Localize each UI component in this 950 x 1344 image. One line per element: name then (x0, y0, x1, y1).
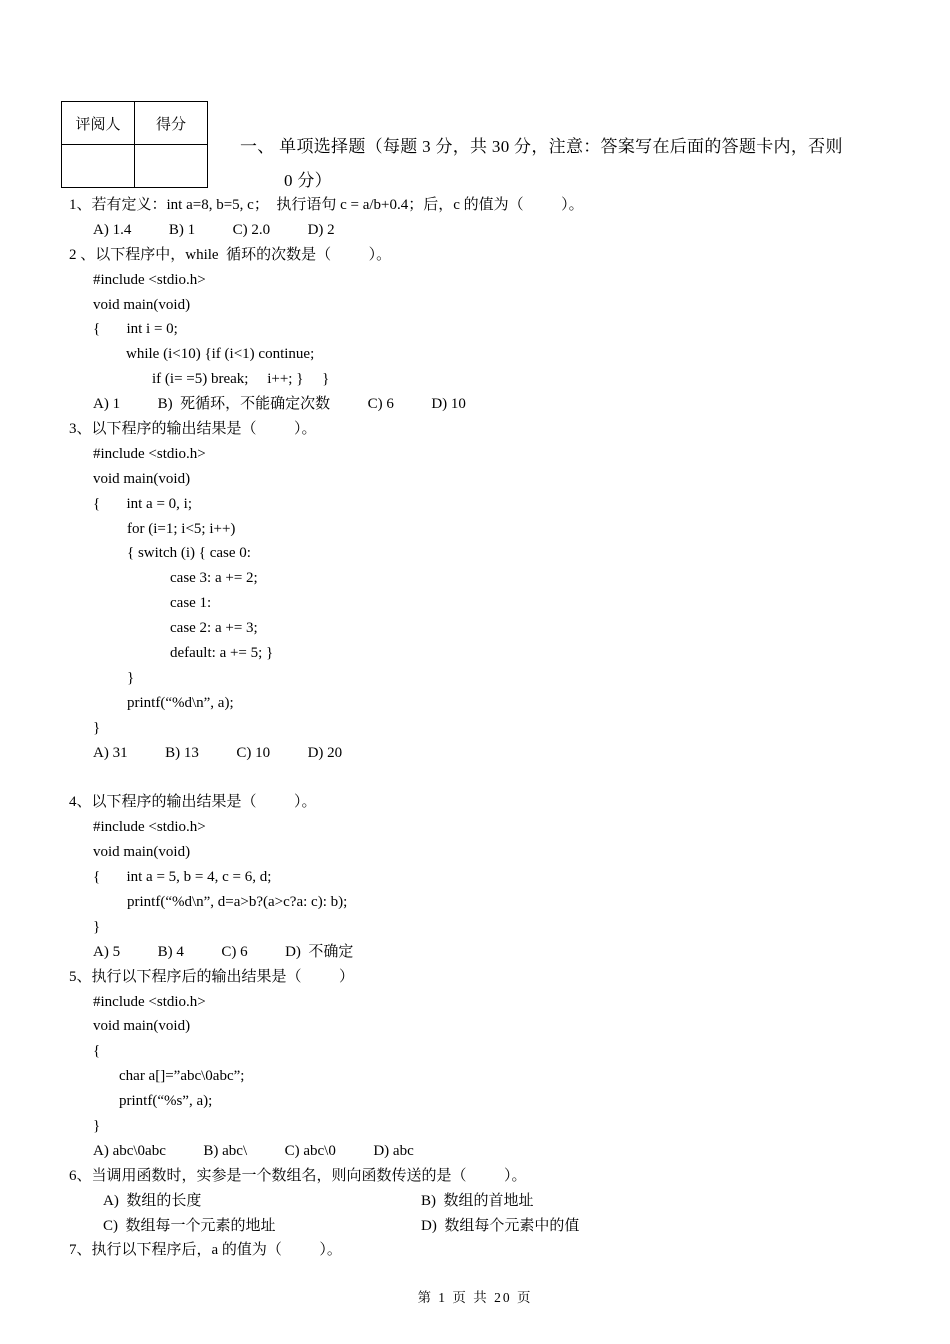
question-line (0, 541, 950, 566)
question-line (0, 1238, 950, 1263)
line-text: } (93, 1117, 101, 1134)
line-text: char a[]=”abc\0abc”; (119, 1068, 245, 1085)
line-text: } (93, 918, 101, 935)
question-line (0, 218, 950, 243)
line-text: } (93, 719, 101, 736)
line-text: void main(void) (93, 470, 191, 487)
question-line (0, 467, 950, 492)
line-text: A) 5 B) 4 C) 6 D) 不确定 (93, 943, 354, 960)
line-text: 4、以下程序的输出结果是（ ）。 (69, 794, 317, 811)
question-line (0, 666, 950, 691)
score-header: 得分 (135, 102, 208, 145)
line-text: { int i = 0; (93, 321, 178, 338)
question-line (0, 815, 950, 840)
line-text: A) 数组的长度 (103, 1192, 202, 1209)
question-line (0, 442, 950, 467)
line-text: case 2: a += 3; (170, 620, 258, 637)
question-line (0, 865, 950, 890)
line-text: { int a = 5, b = 4, c = 6, d; (93, 869, 272, 886)
reviewer-header: 评阅人 (62, 102, 135, 145)
question-line (0, 317, 950, 342)
question-line (0, 840, 950, 865)
line-text: printf(“%s”, a); (119, 1093, 213, 1110)
line-text: void main(void) (93, 296, 191, 313)
line-text-option: D) 数组每个元素中的值 (421, 1217, 580, 1234)
question-line (0, 691, 950, 716)
question-line (0, 392, 950, 417)
line-text: 2 、以下程序中，while 循环的次数是（ ）。 (69, 246, 392, 263)
line-text: #include <stdio.h> (93, 445, 206, 462)
line-text: C) 数组每一个元素的地址 (103, 1217, 276, 1234)
line-text: { (93, 1043, 101, 1060)
question-line (0, 890, 950, 915)
question-line (0, 1214, 950, 1239)
question-line (0, 940, 950, 965)
section-title-line1: 一、 单项选择题（每题 3 分，共 30 分，注意：答案写在后面的答题卡内，否则 (240, 137, 843, 156)
line-text: for (i=1; i<5; i++) (127, 520, 236, 537)
question-line (0, 566, 950, 591)
line-text: A) abc\0abc B) abc\ C) abc\0 D) abc (93, 1142, 414, 1159)
line-text: 7、执行以下程序后，a 的值为（ ）。 (69, 1242, 342, 1259)
section-title (240, 130, 920, 198)
question-line (0, 716, 950, 741)
question-line (0, 342, 950, 367)
line-text: } (127, 669, 135, 686)
page-footer: 第 1 页 共 20 页 (417, 1290, 533, 1305)
line-text: #include <stdio.h> (93, 819, 206, 836)
line-text: default: a += 5; } (170, 645, 274, 662)
question-line (0, 367, 950, 392)
line-text: while (i<10) {if (i<1) continue; (126, 346, 315, 363)
blank-line (0, 765, 950, 790)
question-line (0, 1089, 950, 1114)
question-line (0, 293, 950, 318)
question-line (0, 492, 950, 517)
score-table (61, 101, 208, 188)
line-text: A) 1 B) 死循环，不能确定次数 C) 6 D) 10 (93, 396, 466, 413)
line-text: #include <stdio.h> (93, 993, 206, 1010)
question-line (0, 1014, 950, 1039)
line-text: void main(void) (93, 844, 191, 861)
score-cell (135, 145, 208, 188)
question-line (0, 641, 950, 666)
question-line (0, 1189, 950, 1214)
reviewer-cell (62, 145, 135, 188)
line-text: 5、执行以下程序后的输出结果是（ ） (69, 968, 355, 985)
line-text: if (i= =5) break; i++; } } (152, 371, 330, 388)
question-line (0, 616, 950, 641)
line-text: case 3: a += 2; (170, 570, 258, 587)
question-line (0, 243, 950, 268)
question-line (0, 193, 950, 218)
line-text: 3、以下程序的输出结果是（ ）。 (69, 421, 317, 438)
line-text: printf(“%d\n”, a); (127, 694, 234, 711)
question-content (0, 193, 950, 1263)
question-line (0, 790, 950, 815)
question-line (0, 517, 950, 542)
question-line (0, 417, 950, 442)
question-line (0, 990, 950, 1015)
line-text: void main(void) (93, 1018, 191, 1035)
question-line (0, 965, 950, 990)
section-title-line2: 0 分） (284, 171, 332, 190)
line-text: { int a = 0, i; (93, 495, 192, 512)
question-line (0, 915, 950, 940)
question-line (0, 741, 950, 766)
line-text: A) 1.4 B) 1 C) 2.0 D) 2 (93, 221, 335, 238)
question-line (0, 1039, 950, 1064)
question-line (0, 1114, 950, 1139)
line-text: { switch (i) { case 0: (127, 545, 251, 562)
question-line (0, 1064, 950, 1089)
question-line (0, 1139, 950, 1164)
line-text: #include <stdio.h> (93, 271, 206, 288)
line-text: 6、当调用函数时，实参是一个数组名，则向函数传送的是（ ）。 (69, 1167, 527, 1184)
question-line (0, 1164, 950, 1189)
line-text: printf(“%d\n”, d=a>b?(a>c?a: c): b); (127, 893, 348, 910)
line-text: case 1: (170, 595, 212, 612)
question-line (0, 591, 950, 616)
line-text: 1、若有定义：int a=8, b=5, c； 执行语句 c = a/b+0.4；后，c 的值为（ ）。 (69, 197, 584, 213)
line-text-option: B) 数组的首地址 (421, 1192, 534, 1209)
question-line (0, 268, 950, 293)
line-text: A) 31 B) 13 C) 10 D) 20 (93, 744, 343, 761)
